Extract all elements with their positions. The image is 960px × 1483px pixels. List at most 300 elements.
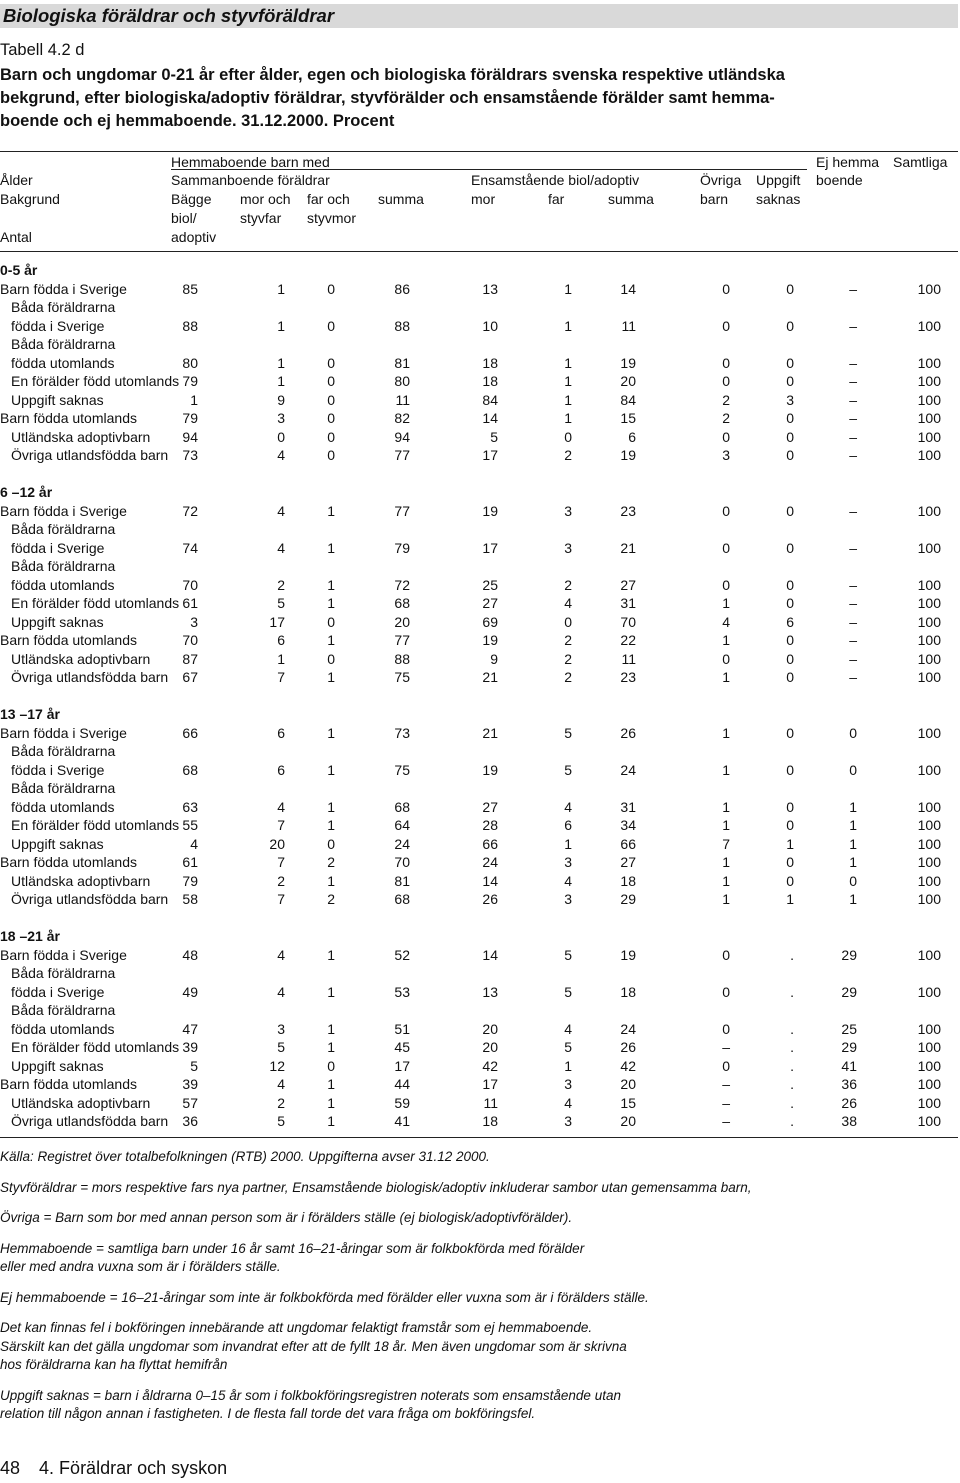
cell-samtliga: 100 [917,1113,941,1129]
row-label: Utländska adoptivbarn [11,428,151,445]
cell-far-och-styvmor: 1 [327,724,335,741]
header-ensamstaende: Ensamstående biol/adoptiv [471,172,640,188]
row-label: Utländska adoptivbarn [11,650,151,667]
heading-line: boende och ej hemmaboende. 31.12.2000. Procent [0,112,395,130]
cell-bagge: 85 [182,280,198,297]
section-header [0,705,958,724]
table-row [0,1112,958,1131]
cell-summa-ensamstaende: 15 [620,410,636,426]
cell-ovriga-barn: 3 [722,447,730,463]
cell-mor-och-styvfar: 0 [277,428,285,445]
cell-summa-sammanboende: 53 [394,983,410,1000]
cell-ej-hemmaboende: – [849,613,857,630]
footnote-line: Det kan finnas fel i bokföringen innebärande att ungdomar felaktigt framstår som ej hemmaboende. [0,1320,593,1335]
cell-summa-sammanboende: 52 [394,946,410,963]
row-label: Båda föräldrarna [11,780,116,796]
section-banner [0,4,958,28]
footnote-line: Uppgift saknas = barn i åldrarna 0–15 år som i folkbokföringsregistren noterats som ensamstående utan [0,1387,621,1403]
header-sammanboende: Sammanboende föräldrar [171,172,330,188]
cell-ej-hemmaboende: 0 [849,761,857,778]
table-row [0,816,958,835]
cell-ovriga-barn: 0 [722,280,730,297]
table-row [0,502,958,521]
table-row [0,631,958,650]
cell-bagge: 55 [182,817,198,833]
row-label: Övriga utlandsfödda barn [11,447,169,463]
cell-summa-ensamstaende: 19 [620,447,636,463]
footnote-line: Källa: Registret över totalbefolkningen (RTB) 2000. Uppgifterna avser 31.12 2000. [0,1149,490,1164]
row-label: födda i Sverige [11,983,105,1000]
cell-mor: 13 [482,983,498,1000]
cell-far: 2 [564,669,572,685]
cell-uppgift-saknas: 0 [786,576,794,593]
cell-far: 2 [564,632,572,648]
cell-samtliga: 100 [917,1020,941,1037]
cell-far: 4 [564,1020,572,1037]
cell-far-och-styvmor: 1 [327,983,335,1000]
header-styvfar: styvfar [240,210,282,226]
header-bottom-rule [0,251,958,252]
header-group-rule [171,169,807,170]
footnote-spacer [0,1228,958,1240]
cell-mor: 14 [482,946,498,963]
cell-far-och-styvmor: 1 [327,1039,335,1055]
section-title: 6 –12 år [0,484,53,500]
table-row [0,391,958,410]
cell-samtliga: 100 [917,410,941,426]
cell-bagge: 79 [182,373,198,389]
table-row [0,1094,958,1113]
cell-ej-hemmaboende: 29 [841,1039,857,1055]
page-number: 48 [0,1458,21,1478]
cell-mor: 17 [482,447,498,463]
cell-samtliga: 100 [917,354,941,371]
footnotes [0,1148,958,1424]
header-ovriga: Övriga [700,172,742,188]
cell-bagge: 63 [182,798,198,815]
cell-samtliga: 100 [917,576,941,593]
cell-ej-hemmaboende: 25 [841,1020,857,1037]
table-row [0,872,958,891]
cell-ej-hemmaboende: – [849,576,857,593]
cell-uppgift-saknas: 0 [786,280,794,297]
header-far-och: far och [307,191,350,207]
table-row [0,539,958,558]
cell-summa-sammanboende: 81 [394,354,410,371]
cell-far-och-styvmor: 0 [327,280,335,297]
footnote-line: Övriga = Barn som bor med annan person som är i förälders ställe (ej biologisk/adoptivförälder). [0,1210,573,1225]
cell-mor: 21 [482,669,498,685]
cell-samtliga: 100 [917,891,941,907]
table-row [0,298,958,317]
cell-summa-ensamstaende: 18 [620,983,636,1000]
row-label: Båda föräldrarna [11,558,116,574]
row-label: födda utomlands [11,798,115,815]
cell-ej-hemmaboende: 29 [841,946,857,963]
cell-far: 5 [564,983,572,1000]
cell-bagge: 73 [182,447,198,463]
cell-far: 1 [564,835,572,852]
cell-ovriga-barn: 1 [722,854,730,870]
cell-mor: 19 [482,761,498,778]
cell-ovriga-barn: 0 [722,539,730,556]
cell-far-och-styvmor: 0 [327,410,335,426]
cell-ovriga-barn: – [722,1076,730,1092]
header-mor: mor [471,191,496,207]
footnote-line: Särskilt kan det gälla ungdomar som invandrat efter att de fyllt 18 år. Men även ungdomar som är skrivna [0,1338,627,1354]
cell-samtliga: 100 [917,502,941,519]
cell-summa-sammanboende: 77 [394,502,410,519]
table-row [0,576,958,595]
cell-summa-sammanboende: 20 [394,613,410,630]
cell-mor: 26 [482,891,498,907]
cell-mor: 66 [482,835,498,852]
table-row [0,724,958,743]
cell-mor-och-styvfar: 4 [277,539,285,556]
cell-far-och-styvmor: 0 [327,373,335,389]
row-label: Båda föräldrarna [11,1002,116,1018]
table-row [0,520,958,539]
cell-mor: 10 [482,317,498,334]
cell-summa-ensamstaende: 31 [620,595,636,611]
cell-samtliga: 100 [917,280,941,297]
cell-summa-ensamstaende: 27 [620,576,636,593]
row-label: födda utomlands [11,354,115,371]
cell-far-och-styvmor: 1 [327,872,335,889]
cell-summa-ensamstaende: 24 [620,761,636,778]
cell-mor: 9 [490,650,498,667]
cell-summa-sammanboende: 80 [394,373,410,389]
cell-far-och-styvmor: 1 [327,669,335,685]
header-barn: barn [700,191,729,207]
cell-summa-sammanboende: 70 [394,854,410,870]
cell-summa-ensamstaende: 31 [620,798,636,815]
cell-uppgift-saknas: 0 [786,447,794,463]
cell-ej-hemmaboende: – [849,391,857,408]
cell-mor-och-styvfar: 4 [277,447,285,463]
cell-mor-och-styvfar: 1 [277,373,285,389]
cell-mor-och-styvfar: 2 [277,1094,285,1111]
cell-bagge: 88 [182,317,198,334]
cell-samtliga: 100 [917,1076,941,1092]
row-label: födda i Sverige [11,539,105,556]
cell-samtliga: 100 [917,539,941,556]
cell-summa-sammanboende: 68 [394,595,410,611]
cell-samtliga: 100 [917,373,941,389]
table-row [0,317,958,336]
cell-far: 1 [564,317,572,334]
cell-mor-och-styvfar: 3 [277,1020,285,1037]
cell-bagge: 87 [182,650,198,667]
cell-samtliga: 100 [917,595,941,611]
cell-summa-ensamstaende: 26 [620,724,636,741]
cell-uppgift-saknas: 0 [786,410,794,426]
footnote-spacer [0,1307,958,1319]
cell-uppgift-saknas: 0 [786,817,794,833]
header-adoptiv: adoptiv [171,229,217,245]
cell-ej-hemmaboende: – [849,280,857,297]
cell-bagge: 68 [182,761,198,778]
cell-samtliga: 100 [917,632,941,648]
cell-samtliga: 100 [917,1039,941,1055]
cell-summa-ensamstaende: 84 [620,391,636,408]
cell-ovriga-barn: 4 [722,613,730,630]
cell-mor-och-styvfar: 1 [277,317,285,334]
cell-summa-ensamstaende: 22 [620,632,636,648]
cell-far-och-styvmor: 0 [327,1057,335,1074]
table-row [0,1075,958,1094]
cell-samtliga: 100 [917,835,941,852]
footnote-spacer [0,1197,958,1209]
cell-ovriga-barn: 0 [722,502,730,519]
row-label: Uppgift saknas [11,1057,104,1074]
table-row [0,1038,958,1057]
row-label: Övriga utlandsfödda barn [11,891,169,907]
cell-ovriga-barn: 1 [722,798,730,815]
cell-uppgift-saknas: 0 [786,854,794,870]
table-bottom-rule [0,1137,958,1138]
row-label: Barn födda i Sverige [0,502,127,519]
cell-uppgift-saknas: . [790,983,794,1000]
cell-bagge: 70 [182,632,198,648]
cell-summa-sammanboende: 77 [394,447,410,463]
cell-summa-ensamstaende: 23 [620,669,636,685]
header-mor-och: mor och [240,191,291,207]
cell-ovriga-barn: 1 [722,724,730,741]
cell-summa-sammanboende: 75 [394,761,410,778]
cell-ovriga-barn: 0 [722,1020,730,1037]
cell-ej-hemmaboende: 0 [849,872,857,889]
cell-ovriga-barn: 0 [722,373,730,389]
cell-mor-och-styvfar: 5 [277,1113,285,1129]
cell-far: 3 [564,539,572,556]
cell-mor: 13 [482,280,498,297]
cell-far-och-styvmor: 0 [327,354,335,371]
cell-mor-och-styvfar: 4 [277,946,285,963]
cell-ovriga-barn: 1 [722,761,730,778]
cell-far: 2 [564,576,572,593]
cell-summa-ensamstaende: 24 [620,1020,636,1037]
cell-samtliga: 100 [917,983,941,1000]
cell-ovriga-barn: 1 [722,669,730,685]
cell-summa-ensamstaende: 19 [620,354,636,371]
table-row [0,280,958,299]
cell-ej-hemmaboende: 26 [841,1094,857,1111]
cell-summa-sammanboende: 88 [394,317,410,334]
cell-ej-hemmaboende: 1 [849,817,857,833]
cell-far: 4 [564,595,572,611]
cell-mor: 17 [482,1076,498,1092]
cell-uppgift-saknas: . [790,946,794,963]
row-label: Barn födda i Sverige [0,280,127,297]
cell-uppgift-saknas: 0 [786,428,794,445]
cell-far: 5 [564,761,572,778]
cell-ej-hemmaboende: 36 [841,1076,857,1092]
cell-samtliga: 100 [917,391,941,408]
cell-mor: 21 [482,724,498,741]
cell-bagge: 80 [182,354,198,371]
row-label: Barn födda utomlands [0,632,137,648]
header-bagge: Bägge [171,191,212,207]
cell-mor-och-styvfar: 6 [277,761,285,778]
cell-summa-ensamstaende: 6 [628,428,636,445]
cell-mor-och-styvfar: 3 [277,410,285,426]
cell-summa-sammanboende: 86 [394,280,410,297]
cell-summa-ensamstaende: 34 [620,817,636,833]
cell-ovriga-barn: 1 [722,872,730,889]
header-ej-hemma-boende: boende [816,172,863,188]
heading-line: bekgrund, efter biologiska/adoptiv föräldrar, styvförälder och ensamstående förälder samt hemma- [0,89,775,107]
cell-far: 4 [564,872,572,889]
table-row [0,1057,958,1076]
header-bakgrund: Bakgrund [0,191,60,207]
row-label: Barn födda i Sverige [0,946,127,963]
cell-summa-sammanboende: 72 [394,576,410,593]
cell-far: 3 [564,854,572,870]
cell-uppgift-saknas: 0 [786,872,794,889]
cell-mor-och-styvfar: 5 [277,1039,285,1055]
cell-summa-sammanboende: 79 [394,539,410,556]
cell-mor: 14 [482,872,498,889]
cell-mor-och-styvfar: 4 [277,502,285,519]
cell-mor-och-styvfar: 4 [277,798,285,815]
cell-uppgift-saknas: 1 [786,835,794,852]
header-far: far [548,191,565,207]
cell-bagge: 79 [182,872,198,889]
cell-far-och-styvmor: 2 [327,891,335,907]
footnote-line: eller med andra vuxna som är i förälders ställe. [0,1259,281,1274]
row-label: Uppgift saknas [11,835,104,852]
cell-summa-sammanboende: 41 [394,1113,410,1129]
cell-summa-ensamstaende: 70 [620,613,636,630]
cell-samtliga: 100 [917,669,941,685]
cell-mor: 18 [482,373,498,389]
cell-ej-hemmaboende: – [849,373,857,389]
cell-ovriga-barn: 0 [722,317,730,334]
cell-mor: 25 [482,576,498,593]
table-row [0,798,958,817]
cell-uppgift-saknas: 0 [786,317,794,334]
cell-far: 3 [564,1113,572,1129]
cell-ej-hemmaboende: 1 [849,854,857,870]
cell-summa-sammanboende: 59 [394,1094,410,1111]
table-row [0,409,958,428]
cell-far: 1 [564,410,572,426]
cell-bagge: 1 [190,391,198,408]
cell-summa-ensamstaende: 11 [621,650,636,667]
section-title: Biologiska föräldrar och styvföräldrar [3,5,335,26]
cell-ovriga-barn: 0 [722,650,730,667]
cell-mor: 42 [482,1057,498,1074]
cell-uppgift-saknas: 0 [786,761,794,778]
cell-bagge: 5 [190,1057,198,1074]
cell-far-och-styvmor: 2 [327,854,335,870]
cell-mor-och-styvfar: 20 [269,835,285,852]
footnote-spacer [0,1277,958,1289]
cell-far: 2 [564,650,572,667]
cell-ovriga-barn: – [722,1113,730,1129]
cell-far: 5 [564,724,572,741]
cell-summa-ensamstaende: 66 [620,835,636,852]
cell-ej-hemmaboende: – [849,447,857,463]
cell-bagge: 61 [182,595,198,611]
cell-uppgift-saknas: 6 [786,613,794,630]
cell-summa-ensamstaende: 29 [620,891,636,907]
cell-mor: 14 [482,410,498,426]
cell-far: 3 [564,1076,572,1092]
header-saknas: saknas [756,191,801,207]
cell-far-och-styvmor: 1 [327,1113,335,1129]
cell-samtliga: 100 [917,650,941,667]
cell-far-och-styvmor: 1 [327,798,335,815]
cell-summa-sammanboende: 75 [394,669,410,685]
cell-ej-hemmaboende: 1 [849,891,857,907]
table-row [0,335,958,354]
section-title: 13 –17 år [0,706,60,722]
cell-mor-och-styvfar: 12 [269,1057,285,1074]
cell-ovriga-barn: 0 [722,946,730,963]
header-summa-ensam: summa [608,191,654,207]
cell-mor: 19 [482,632,498,648]
cell-far-och-styvmor: 0 [327,650,335,667]
cell-far-och-styvmor: 1 [327,761,335,778]
cell-summa-sammanboende: 64 [394,817,410,833]
cell-uppgift-saknas: . [790,1113,794,1129]
cell-summa-ensamstaende: 21 [620,539,636,556]
cell-far: 1 [564,280,572,297]
cell-mor-och-styvfar: 7 [277,891,285,907]
cell-mor-och-styvfar: 17 [269,613,285,630]
cell-mor-och-styvfar: 1 [277,354,285,371]
header-styvmor: styvmor [307,210,356,226]
cell-bagge: 79 [182,410,198,426]
cell-far-och-styvmor: 0 [327,447,335,463]
table-row [0,557,958,576]
cell-ej-hemmaboende: 0 [849,724,857,741]
cell-summa-sammanboende: 82 [394,410,410,426]
table-row [0,613,958,632]
cell-samtliga: 100 [917,854,941,870]
cell-summa-sammanboende: 68 [394,798,410,815]
cell-bagge: 72 [182,502,198,519]
cell-far: 1 [564,373,572,389]
row-label: En förälder född utomlands [11,817,180,833]
cell-summa-ensamstaende: 26 [620,1039,636,1055]
cell-uppgift-saknas: . [790,1057,794,1074]
row-label: Båda föräldrarna [11,965,116,981]
cell-mor: 84 [482,391,498,408]
cell-samtliga: 100 [917,798,941,815]
header-alder: Ålder [0,172,33,188]
cell-samtliga: 100 [917,1094,941,1111]
table-row [0,964,958,983]
row-label: Båda föräldrarna [11,299,116,315]
table-row [0,779,958,798]
cell-mor-och-styvfar: 6 [277,632,285,648]
cell-bagge: 36 [182,1113,198,1129]
footnote-line: Ej hemmaboende = 16–21-åringar som inte är folkbokförda med förälder eller vuxna som är i förälders ställe. [0,1289,649,1305]
table-row [0,742,958,761]
cell-far-och-styvmor: 1 [327,502,335,519]
row-label: Uppgift saknas [11,391,104,408]
cell-summa-ensamstaende: 20 [620,1113,636,1129]
cell-summa-ensamstaende: 20 [620,1076,636,1092]
row-label: En förälder född utomlands [11,1039,180,1055]
cell-ej-hemmaboende: – [849,317,857,334]
table-row [0,853,958,872]
cell-mor: 17 [482,539,498,556]
cell-far: 5 [564,946,572,963]
